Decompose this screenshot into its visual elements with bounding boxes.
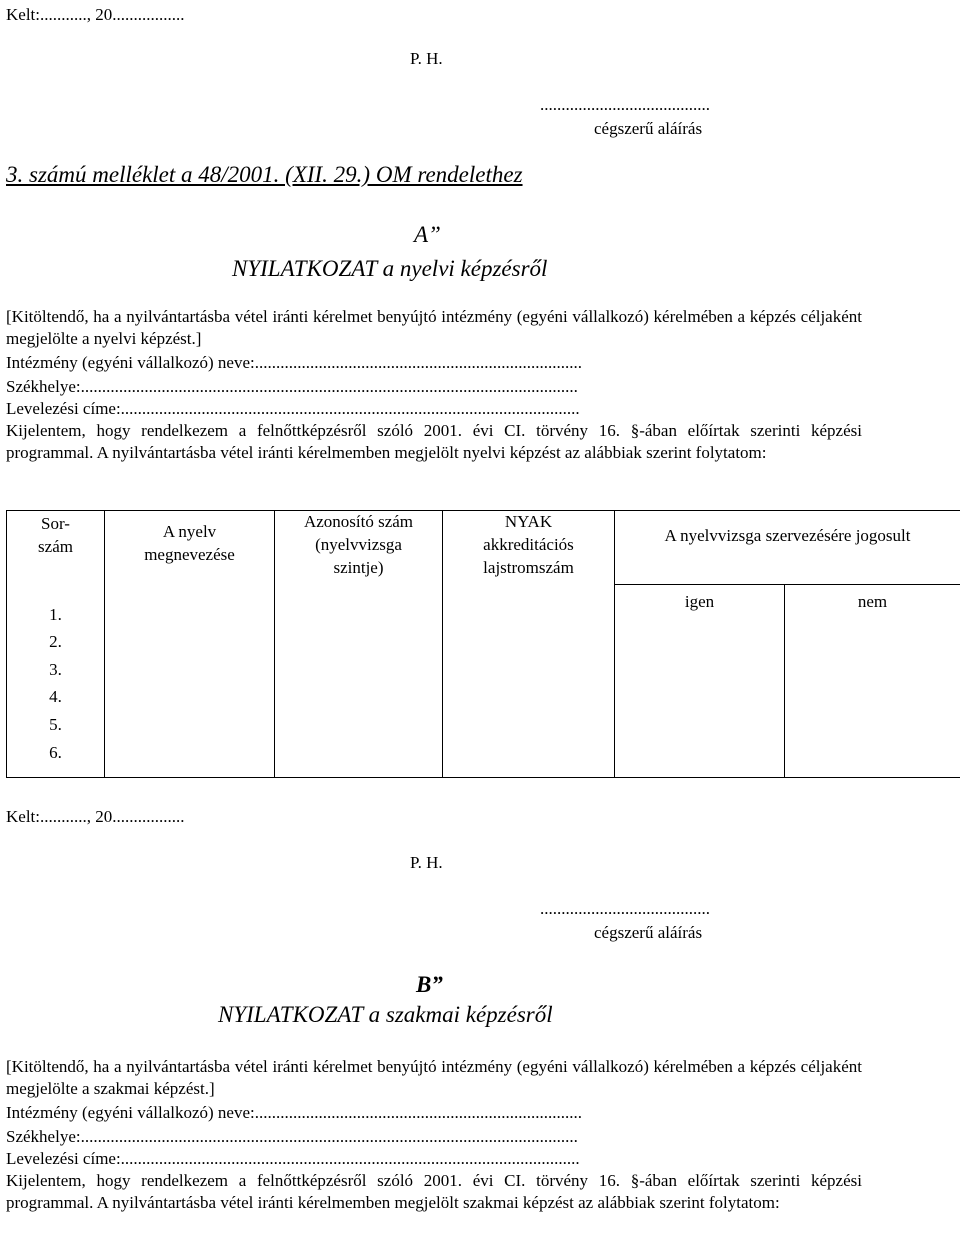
col-yes (615, 585, 785, 778)
header-language-name: A nyelv megnevezése (144, 522, 235, 564)
section-a-address-field: Levelezési címe:............................................................................................................ (6, 399, 580, 418)
section-b-declaration: Kijelentem, hogy rendelkezem a felnőttképzésről szóló 2001. évi CI. törvény 16. §-ában előírtak szerinti képzési programmal. A nyilvántartásba vétel iránti kérelmemben megjelölt szakmai képzést az alábbiak szerint folytatom: (6, 1171, 862, 1213)
header-serial-number: Sor- szám (38, 514, 73, 556)
section-a-seat-field: Székhelye:..................................................................................................................... (6, 377, 578, 396)
section-b-address-field: Levelezési címe:............................................................................................................ (6, 1149, 580, 1168)
header-yes: igen (684, 592, 715, 611)
header-authorized (615, 511, 960, 585)
header-nyak: NYAK akkreditációs lajstromszám (483, 512, 574, 577)
annex-title: 3. számú melléklet a 48/2001. (XII. 29.) OM rendelethez (6, 162, 523, 187)
stamp-placeholder-2: P. H. (410, 853, 443, 872)
col-identifier (275, 511, 443, 778)
section-a-institution-field: Intézmény (egyéni vállalkozó) neve:............................................................................. (6, 353, 582, 372)
section-a-letter: A” (414, 222, 441, 247)
section-b-title: NYILATKOZAT a szakmai képzésről (218, 1002, 553, 1027)
signature-label: cégszerű aláírás (594, 119, 703, 138)
section-b-instruction: [Kitöltendő, ha a nyilvántartásba vétel iránti kérelmet benyújtó intézmény (egyéni vállalkozó) kérelmében a képzés céljaként megjelölte a szakmai képzést.] (6, 1057, 862, 1099)
row-numbers: 1. 2. 3. 4. 5. 6. (49, 604, 62, 762)
section-b-institution-field: Intézmény (egyéni vállalkozó) neve:............................................................................. (6, 1103, 582, 1122)
col-language-name (105, 511, 275, 778)
header-no: nem (857, 592, 888, 611)
signature-line-2: ........................................ (540, 899, 710, 918)
col-nyak (443, 511, 615, 778)
section-a-declaration: Kijelentem, hogy rendelkezem a felnőttképzésről szóló 2001. évi CI. törvény 16. §-ában előírtak szerinti képzési programmal. A nyilvántartásba vétel iránti kérelmemben megjelölt nyelvi képzést az alábbiak szerint folytatom: (6, 421, 862, 463)
section-a-title: NYILATKOZAT a nyelvi képzésről (232, 256, 548, 281)
signature-line: ........................................ (540, 95, 710, 114)
header-identifier: Azonosító szám (nyelvvizsga szintje) (303, 512, 414, 577)
col-no (785, 585, 960, 778)
section-a-instruction: [Kitöltendő, ha a nyilvántartásba vétel iránti kérelmet benyújtó intézmény (egyéni vállalkozó) kérelmében a képzés céljaként megjelölte a nyelvi képzést.] (6, 307, 862, 349)
section-b-seat-field: Székhelye:..................................................................................................................... (6, 1127, 578, 1146)
header-authorized-label: A nyelvvizsga szervezésére jogosult (664, 526, 911, 545)
language-training-table (6, 510, 960, 778)
col-serial-number (7, 511, 105, 778)
date-line-2: Kelt:..........., 20................. (6, 807, 185, 826)
section-b-letter: B” (416, 972, 443, 997)
stamp-placeholder: P. H. (410, 49, 443, 68)
signature-label-2: cégszerű aláírás (594, 923, 703, 942)
date-line: Kelt:..........., 20................. (6, 5, 185, 24)
